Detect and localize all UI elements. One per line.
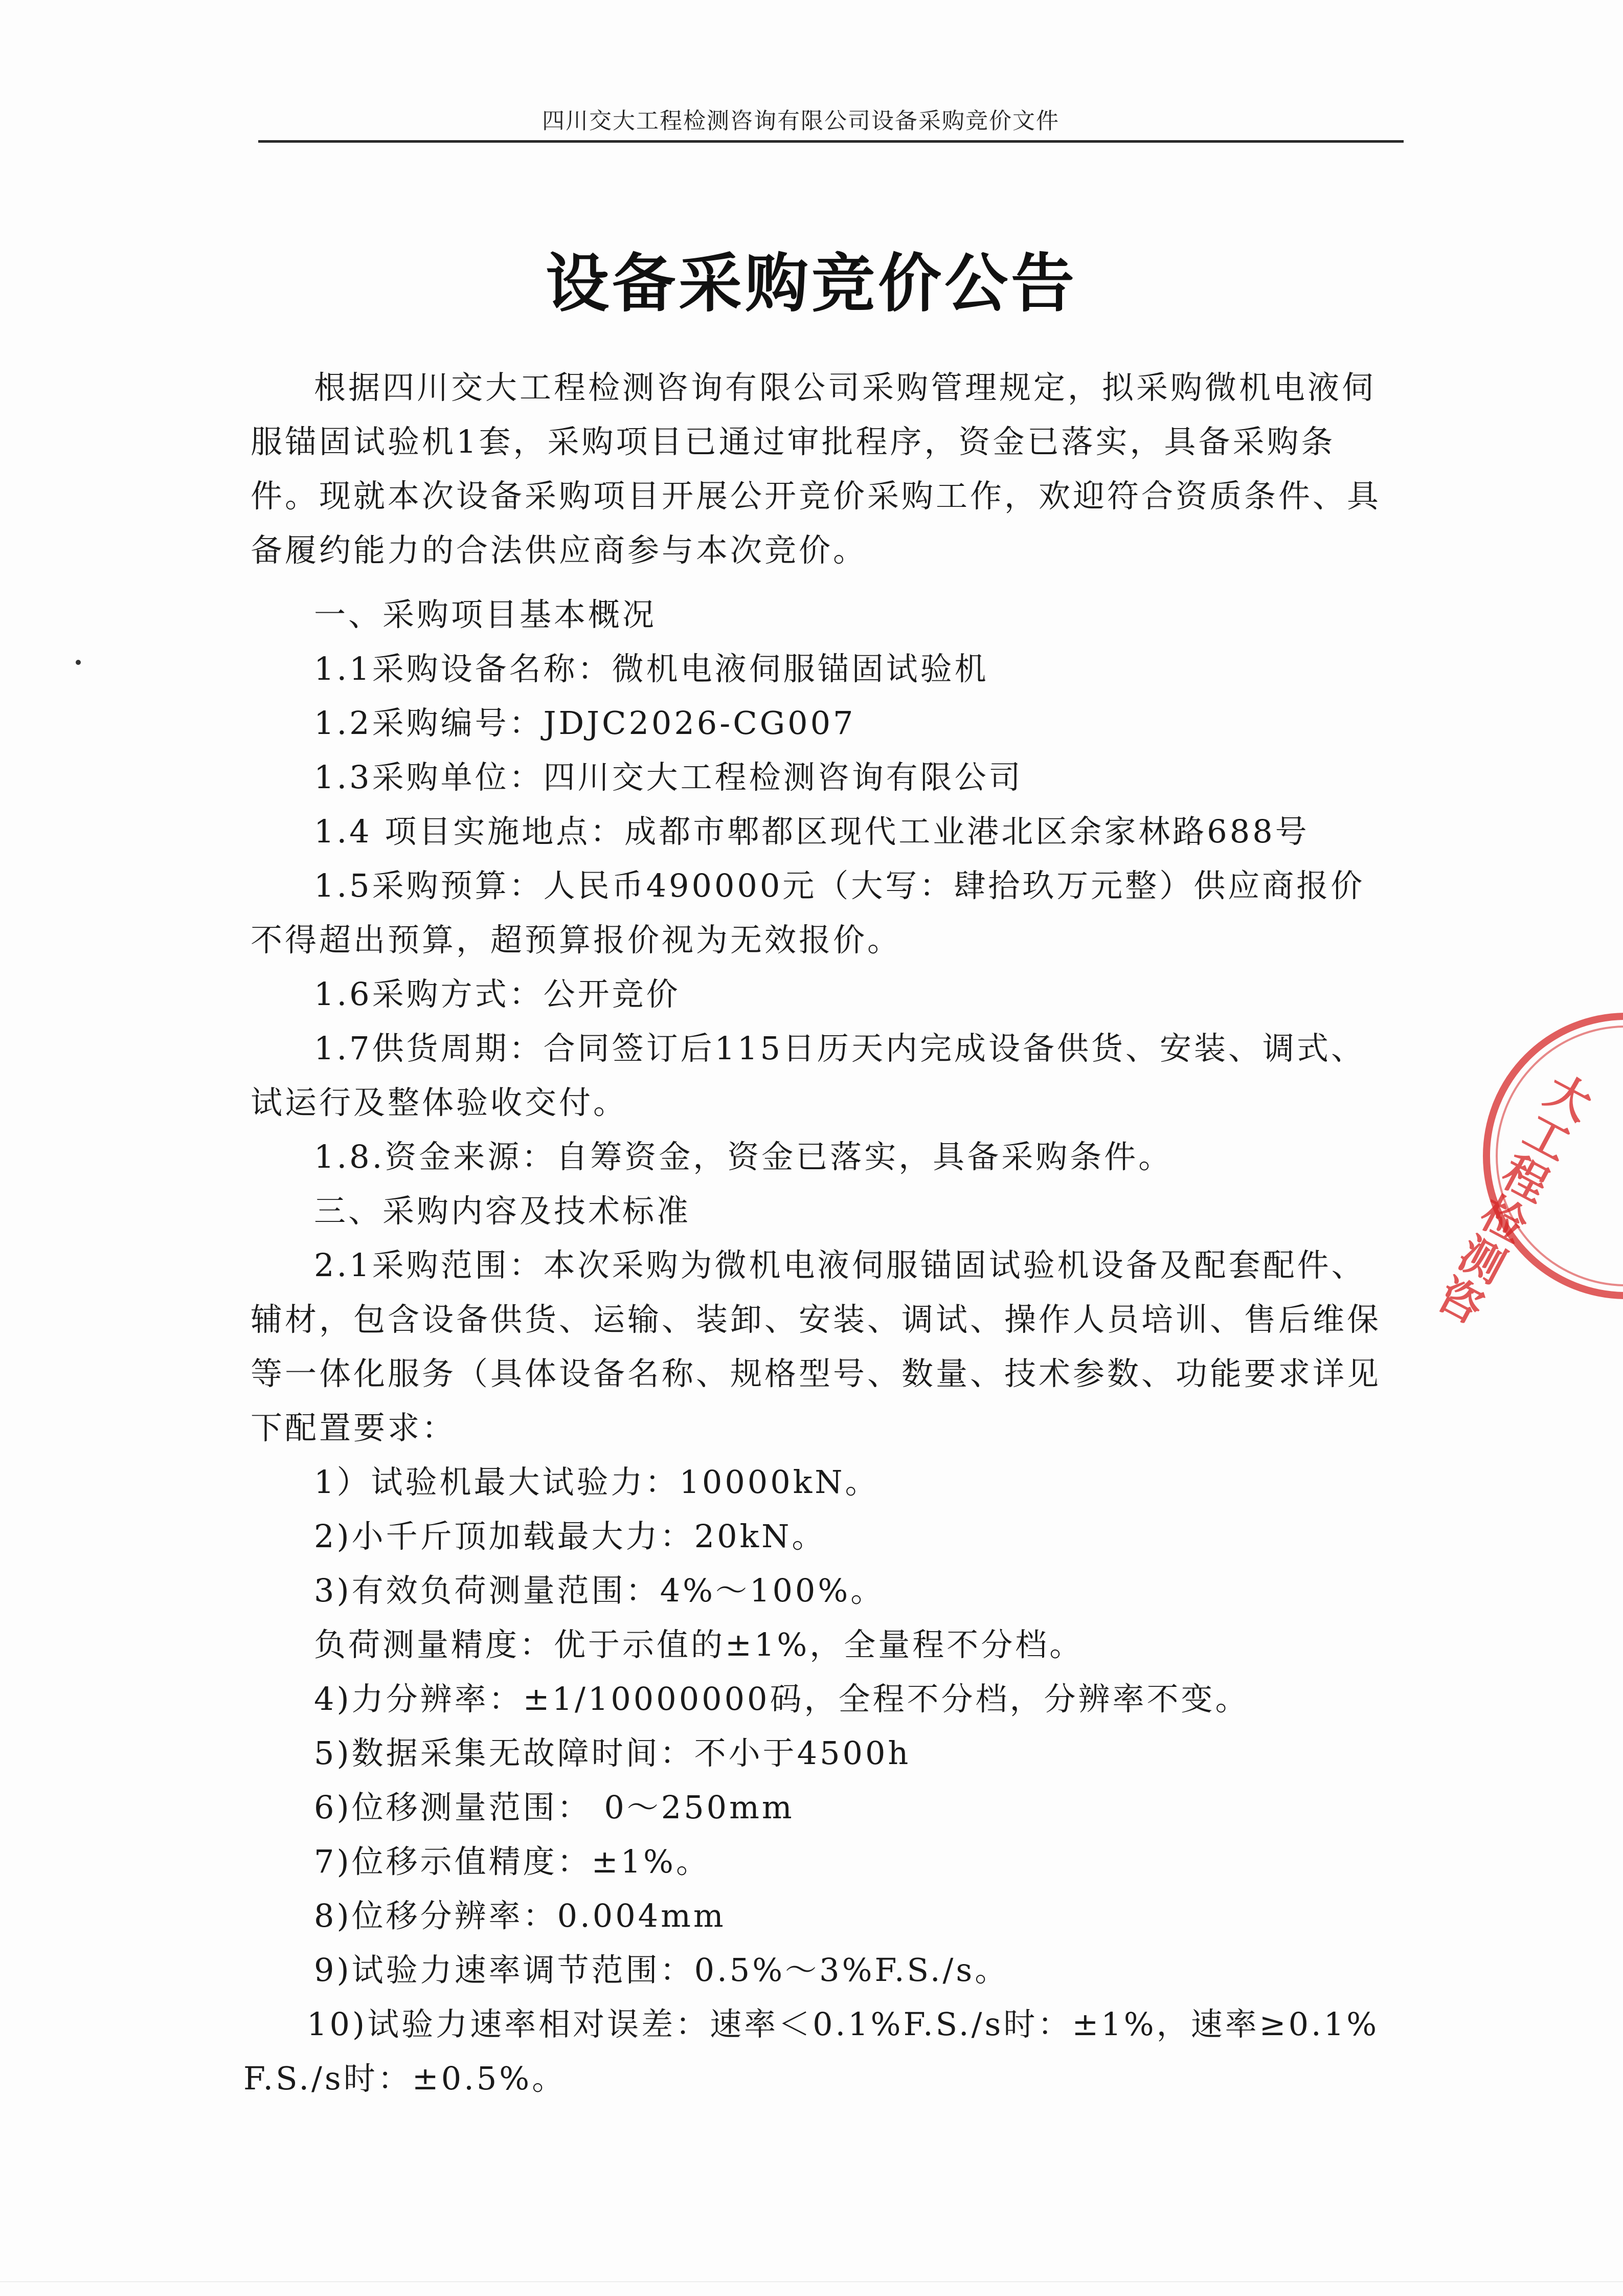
overview-item: 1.4 项目实施地点：成都市郫都区现代工业港北区余家林路688号 [314,813,1310,850]
overview-item: 1.2采购编号：JDJC2026-CG007 [314,704,856,742]
overview-item: 1.5采购预算：人民币490000元（大写：肆拾玖万元整）供应商报价不得超出预算，超预算报价视为无效报价。 [251,867,1365,958]
document-body [243,361,1396,2106]
paragraph-gap [251,577,1396,588]
page-bottom-edge [0,2281,1623,2282]
header-divider [258,140,1404,143]
overview-item: 1.7供货周期：合同签订后115日历天内完成设备供货、安装、调式、试运行及整体验收交付。 [251,1030,1365,1121]
overview-item: 1.6采购方式：公开竞价 [314,975,681,1013]
spec-item: 负荷测量精度：优于示值的±1%，全量程不分档。 [314,1626,1084,1663]
spec-item: 1）试验机最大试验力：10000kN。 [314,1463,880,1501]
overview-item: 1.3采购单位：四川交大工程检测咨询有限公司 [314,759,1023,796]
section-heading-content: 三、采购内容及技术标准 [314,1192,691,1230]
company-seal-text: 大工程检测咨 [1424,1063,1599,1331]
overview-item: 1.8.资金来源：自筹资金，资金已落实，具备采购条件。 [314,1138,1173,1175]
section-heading-overview: 一、采购项目基本概况 [314,596,657,633]
spec-item: 9)试验力速率调节范围：0.5%～3%F.S./s。 [314,1951,1009,1989]
spec-item: 6)位移测量范围： 0～250mm [314,1789,795,1826]
spec-item: 3)有效负荷测量范围：4%～100%。 [314,1572,885,1609]
spec-item: 4)力分辨率：±1/10000000码，全程不分档，分辨率不变。 [314,1680,1250,1718]
scan-speck [76,660,81,665]
spec-item-last: 10)试验力速率相对误差：速率＜0.1%F.S./s时：±1%，速率≥0.1%F.S./s时：±0.5%。 [243,2005,1380,2097]
spec-item: 5)数据采集无故障时间：不小于4500h [314,1734,911,1772]
document-title: 设备采购竞价公告 [545,247,1077,321]
spec-item: 2)小千斤顶加载最大力：20kN。 [314,1518,826,1555]
spec-item: 7)位移示值精度：±1%。 [314,1843,710,1880]
running-header: 四川交大工程检测咨询有限公司设备采购竞价文件 [542,108,1060,134]
scope-paragraph: 2.1采购范围：本次采购为微机电液伺服锚固试验机设备及配套配件、辅材，包含设备供货、运输、装卸、安装、调试、操作人员培训、售后维保等一体化服务（具体设备名称、规格型号、数量、技术参数、功能要求详见下配置要求： [251,1246,1382,1446]
intro-paragraph: 根据四川交大工程检测咨询有限公司采购管理规定，拟采购微机电液伺服锚固试验机1套，采购项目已通过审批程序，资金已落实，具备采购条件。现就本次设备采购项目开展公开竞价采购工作，欢迎符合资质条件、具备履约能力的合法供应商参与本次竞价。 [251,369,1382,569]
spec-item: 8)位移分辨率：0.004mm [314,1897,726,1934]
overview-item: 1.1采购设备名称：微机电液伺服锚固试验机 [314,650,989,687]
